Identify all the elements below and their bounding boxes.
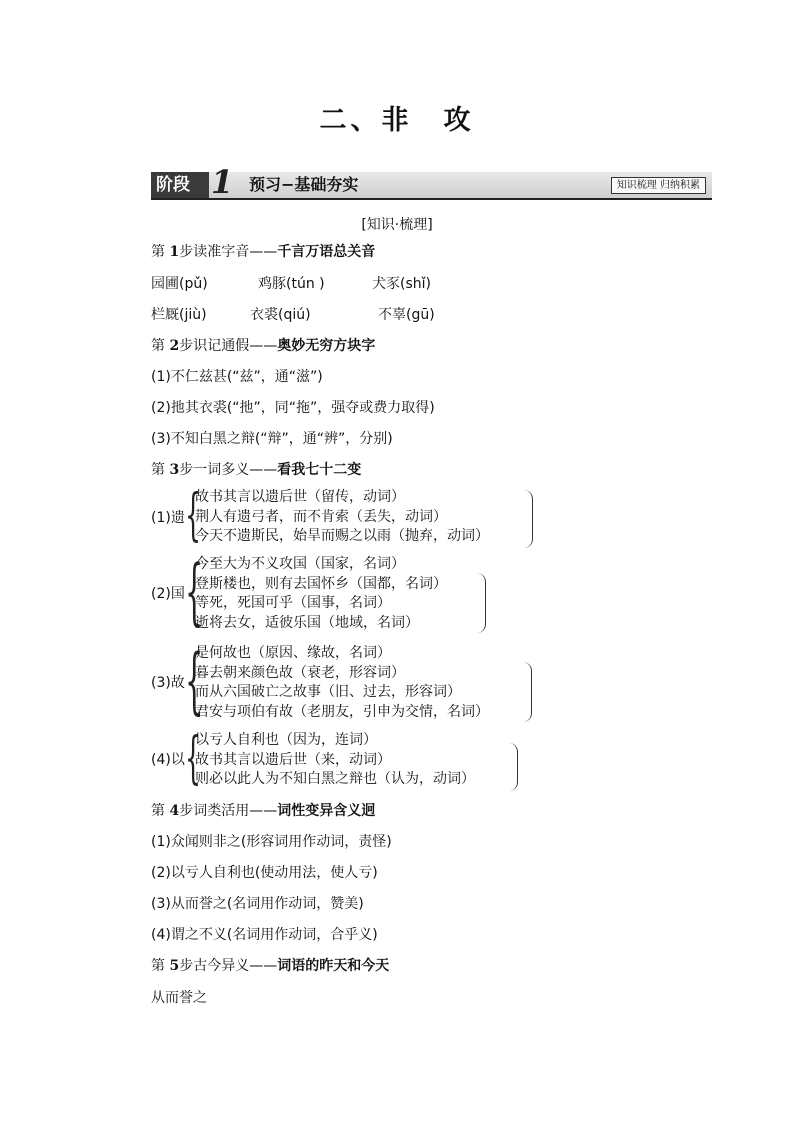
polysemy-lead: (3)故	[151, 675, 185, 691]
pronunciation-item: 衣裘(qiú)	[250, 307, 311, 323]
left-brace-icon: {	[185, 483, 202, 548]
step-number: 5	[169, 958, 180, 974]
polysemy-items	[195, 555, 447, 633]
polysemy-item: 今至大为不义攻国（国家，名词）	[195, 556, 405, 572]
step-heading-5	[151, 957, 389, 975]
pronunciation-item: 栏厩(jiù)	[151, 307, 207, 323]
word-class-item: (1)众闻则非之(形容词用作动词，责怪)	[151, 834, 392, 850]
polysemy-item: 荆人有遗弓者，而不肯索（丢失，动词）	[195, 508, 447, 525]
polysemy-item: 等死，死国可乎（国事，名词）	[195, 595, 391, 611]
pronunciation-item: 不辜(gū)	[378, 307, 435, 323]
step-text: 步识记通假——	[179, 338, 278, 354]
polysemy-lead: (4)以	[151, 752, 185, 768]
step-text: 步一词多义——	[179, 462, 278, 478]
word-class-item: (4)谓之不义(名词用作动词，合乎义)	[151, 927, 378, 943]
section-label: [知识·梳理]	[361, 217, 433, 233]
polysemy-lead: (2)国	[151, 586, 185, 602]
step-highlight: 词语的昨天和今天	[277, 958, 390, 974]
step-heading-2	[151, 337, 375, 355]
stage-title: 预习−基础夯实	[249, 175, 359, 194]
pronunciation-item: 园圃(pǔ)	[151, 276, 208, 292]
step-highlight: 看我七十二变	[277, 462, 362, 478]
polysemy-item: 登斯楼也，则有去国怀乡（国都，名词）	[195, 575, 447, 592]
polysemy-lead: (1)遗	[151, 510, 185, 526]
step-prefix: 第	[151, 803, 165, 819]
step-highlight: 词性变异含义迥	[277, 803, 376, 819]
step-highlight: 奥妙无穷方块字	[277, 338, 376, 354]
polysemy-item: 今天不遗斯民，始旱而赐之以雨（抛弃，动词）	[195, 528, 489, 544]
polysemy-items	[195, 488, 489, 547]
meaning-change-item: 从而誉之	[151, 990, 207, 1006]
polysemy-item: 故书其言以遗后世（留传，动词）	[195, 489, 405, 505]
right-bracket-icon	[524, 490, 533, 548]
right-bracket-icon	[509, 743, 518, 791]
loan-word-item: (2)扡其衣裘(“扡”，同“拖”，强夺或费力取得)	[151, 400, 435, 416]
step-prefix: 第	[151, 244, 165, 260]
step-prefix: 第	[151, 958, 165, 974]
polysemy-item: 而从六国破亡之故事（旧、过去，形容词）	[195, 684, 461, 700]
step-heading-3	[151, 461, 361, 479]
page-title: 二、非 攻	[319, 105, 475, 136]
word-class-item: (2)以亏人自利也(使动用法，使人亏)	[151, 865, 378, 881]
polysemy-item: 君安与项伯有故（老朋友，引申为交情，名词）	[195, 703, 489, 720]
step-number: 2	[169, 338, 180, 354]
polysemy-item: 暮去朝来颜色故（衰老，形容词）	[195, 664, 405, 681]
step-number: 4	[169, 803, 180, 819]
step-prefix: 第	[151, 338, 165, 354]
right-bracket-icon	[477, 573, 486, 633]
polysemy-item: 是何故也（原因、缘故，名词）	[195, 645, 391, 661]
stage-number: 1	[211, 163, 234, 201]
step-heading-1	[151, 243, 375, 261]
step-text: 步词类活用——	[179, 803, 278, 819]
right-bracket-icon	[523, 662, 532, 722]
polysemy-item: 逝将去女，适彼乐国（地域，名词）	[195, 614, 419, 631]
step-number: 1	[169, 244, 180, 260]
polysemy-item: 以亏人自利也（因为，连词）	[195, 732, 377, 748]
left-brace-icon: {	[185, 638, 204, 722]
polysemy-items	[195, 644, 489, 722]
pronunciation-item: 犬豕(shǐ)	[372, 276, 431, 292]
loan-word-item: (3)不知白黑之辩(“辩”，通“辨”，分别)	[151, 431, 393, 447]
step-number: 3	[169, 462, 180, 478]
loan-word-item: (1)不仁兹甚(“兹”，通“滋”)	[151, 369, 323, 385]
stage-tag: 知识梳理 归纳积累	[611, 177, 706, 194]
left-brace-icon: {	[185, 549, 204, 633]
step-text: 步读准字音——	[179, 244, 278, 260]
polysemy-items	[195, 731, 475, 790]
word-class-item: (3)从而誉之(名词用作动词，赞美)	[151, 896, 364, 912]
step-heading-4	[151, 802, 375, 820]
polysemy-item: 故书其言以遗后世（来，动词）	[195, 751, 391, 768]
step-prefix: 第	[151, 462, 165, 478]
stage-label: 阶段	[151, 172, 209, 198]
pronunciation-item: 鸡豚(tún )	[258, 276, 325, 292]
left-brace-icon: {	[185, 726, 202, 791]
step-text: 步古今异义——	[179, 958, 278, 974]
polysemy-item: 则必以此人为不知白黑之辩也（认为，动词）	[195, 771, 475, 787]
step-highlight: 千言万语总关音	[277, 244, 376, 260]
stage-banner	[151, 163, 712, 201]
